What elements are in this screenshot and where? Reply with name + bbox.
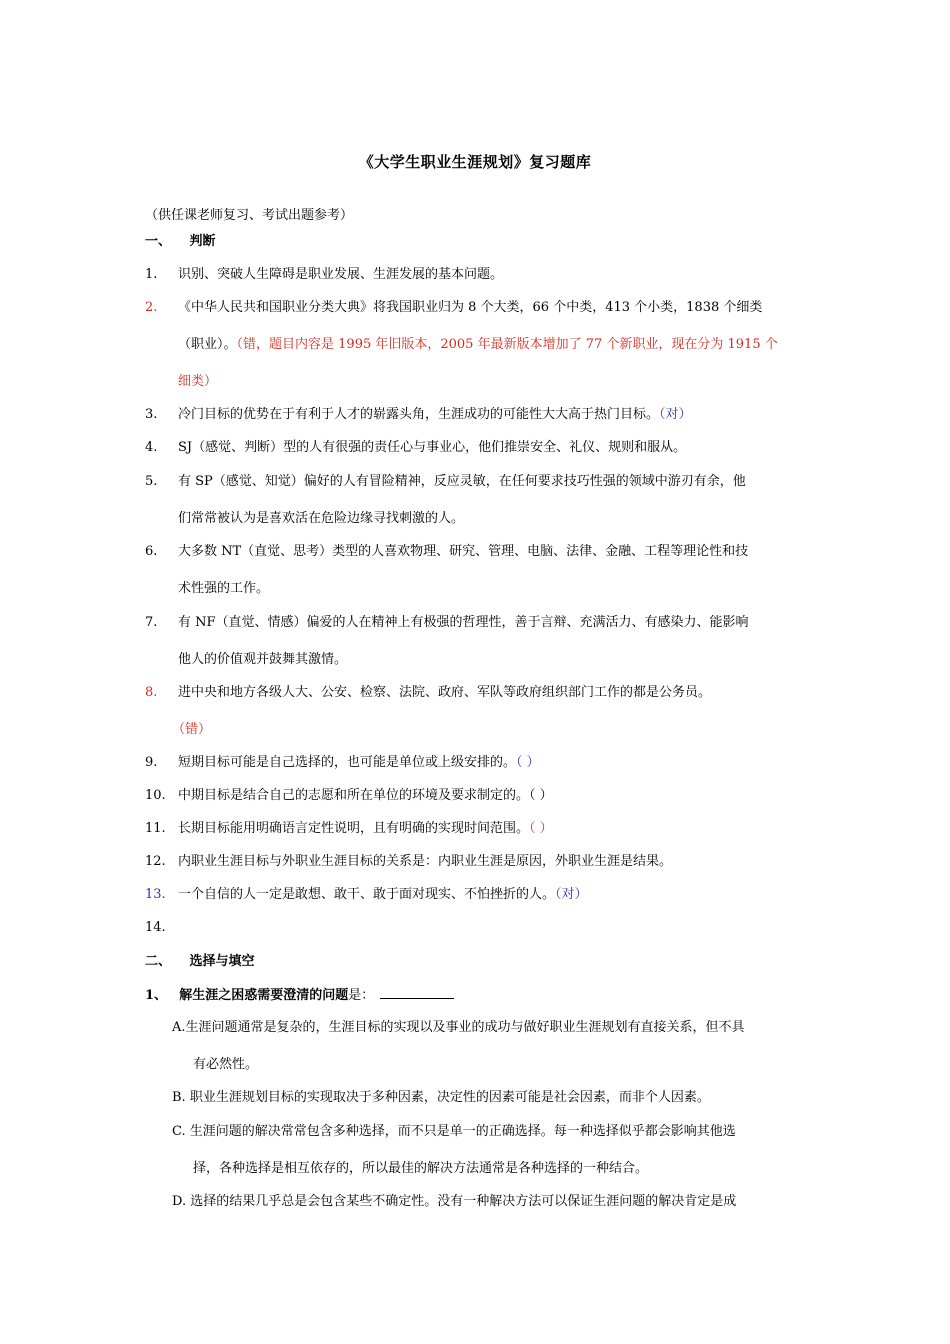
item-number: 6. — [145, 544, 158, 559]
answer-mark: （ ） — [516, 755, 540, 770]
answer-mark: （ ） — [529, 821, 553, 836]
answer-mark: （错） — [172, 722, 212, 737]
subtitle: （供任课老师复习、考试出题参考） — [145, 208, 354, 223]
section-title: 选择与填空 — [189, 954, 255, 969]
item-text: （职业）。 — [178, 337, 237, 352]
item-number: 1. — [145, 267, 158, 282]
section-2-heading — [145, 953, 255, 971]
item-text: 识别、突破人生障碍是职业发展、生涯发展的基本问题。 — [178, 267, 504, 282]
question-stem-tail: 是： — [348, 988, 375, 1003]
item-number: 2. — [145, 300, 158, 315]
item-text-cont: 术性强的工作。 — [178, 581, 270, 596]
item-text: 中期目标是结合自己的志愿和所在单位的环境及要求制定的。（ ） — [178, 788, 553, 803]
item-number: 10. — [145, 788, 166, 803]
section-number: 一、 — [145, 234, 172, 249]
item-number: 4. — [145, 440, 158, 455]
item-line — [178, 754, 540, 772]
item-text: 冷门目标的优势在于有利于人才的崭露头角，生涯成功的可能性大大高于热门目标。 — [178, 407, 660, 422]
section-number: 二、 — [145, 954, 172, 969]
item-text: SJ（感觉、判断）型的人有很强的责任心与事业心，他们推崇安全、礼仪、规则和服从。 — [178, 440, 687, 455]
item-number: 11. — [145, 821, 166, 836]
item-number: 12. — [145, 854, 166, 869]
item-number: 8. — [145, 685, 158, 700]
option-c: C. 生涯问题的解决常常包含多种选择，而不只是单一的正确选择。每一种选择似乎都会影响其他选 — [172, 1124, 736, 1139]
item-line — [178, 406, 692, 424]
item-text: 大多数 NT（直觉、思考）类型的人喜欢物理、研究、管理、电脑、法律、金融、工程等理论性和技 — [178, 544, 749, 559]
answer-mark: （对） — [555, 887, 588, 902]
question-number: 1、 — [145, 988, 168, 1003]
item-text-cont — [178, 336, 778, 354]
item-text: 有 SP（感觉、知觉）偏好的人有冒险精神，反应灵敏，在任何要求技巧性强的领域中游刃有余，他 — [178, 474, 746, 489]
section-title: 判断 — [189, 234, 216, 249]
answer-note: （错，题目内容是 1995 年旧版本，2005 年最新版本增加了 77 个新职业，现在分为 1915 个 — [236, 337, 778, 352]
item-number: 13. — [145, 887, 166, 902]
item-line — [178, 886, 588, 904]
question-1 — [145, 986, 454, 1005]
option-c-cont: 择，各种选择是相互依存的，所以最佳的解决方法通常是各种选择的一种结合。 — [193, 1161, 649, 1176]
answer-mark: （对） — [659, 407, 692, 422]
item-number: 14. — [145, 920, 166, 935]
item-number: 5. — [145, 474, 158, 489]
option-a-cont: 有必然性。 — [193, 1057, 259, 1072]
item-text: 一个自信的人一定是敢想、敢干、敢于面对现实、不怕挫折的人。 — [178, 887, 556, 902]
item-number: 9. — [145, 755, 158, 770]
section-1-heading — [145, 233, 216, 251]
item-text: 长期目标能用明确语言定性说明，且有明确的实现时间范围。 — [178, 821, 530, 836]
option-d: D. 选择的结果几乎总是会包含某些不确定性。没有一种解决方法可以保证生涯问题的解决肯定是成 — [172, 1194, 737, 1209]
item-line — [178, 820, 553, 838]
question-stem: 解生涯之困惑需要澄清的问题 — [179, 988, 349, 1003]
item-text-cont: 他人的价值观并鼓舞其激情。 — [178, 652, 348, 667]
option-b: B. 职业生涯规划目标的实现取决于多种因素，决定性的因素可能是社会因素，而非个人因素。 — [172, 1090, 710, 1105]
item-text: 进中央和地方各级人大、公安、检察、法院、政府、军队等政府组织部门工作的都是公务员。 — [178, 685, 712, 700]
item-text: 《中华人民共和国职业分类大典》将我国职业归为 8 个大类，66 个中类，413 个小类，1838 个细类 — [178, 300, 763, 315]
item-text: 短期目标可能是自己选择的，也可能是单位或上级安排的。 — [178, 755, 517, 770]
option-a: A.生涯问题通常是复杂的，生涯目标的实现以及事业的成功与做好职业生涯规划有直接关系，但不具 — [172, 1020, 745, 1035]
answer-blank — [380, 986, 454, 999]
item-number: 7. — [145, 615, 158, 630]
item-text: 有 NF（直觉、情感）偏爱的人在精神上有极强的哲理性，善于言辩、充满活力、有感染力、能影响 — [178, 615, 749, 630]
answer-note-cont: 细类） — [178, 374, 218, 389]
item-text-cont: 们常常被认为是喜欢活在危险边缘寻找刺激的人。 — [178, 511, 465, 526]
item-number: 3. — [145, 407, 158, 422]
document-title: 《大学生职业生涯规划》复习题库 — [358, 153, 592, 171]
item-text: 内职业生涯目标与外职业生涯目标的关系是：内职业生涯是原因，外职业生涯是结果。 — [178, 854, 673, 869]
